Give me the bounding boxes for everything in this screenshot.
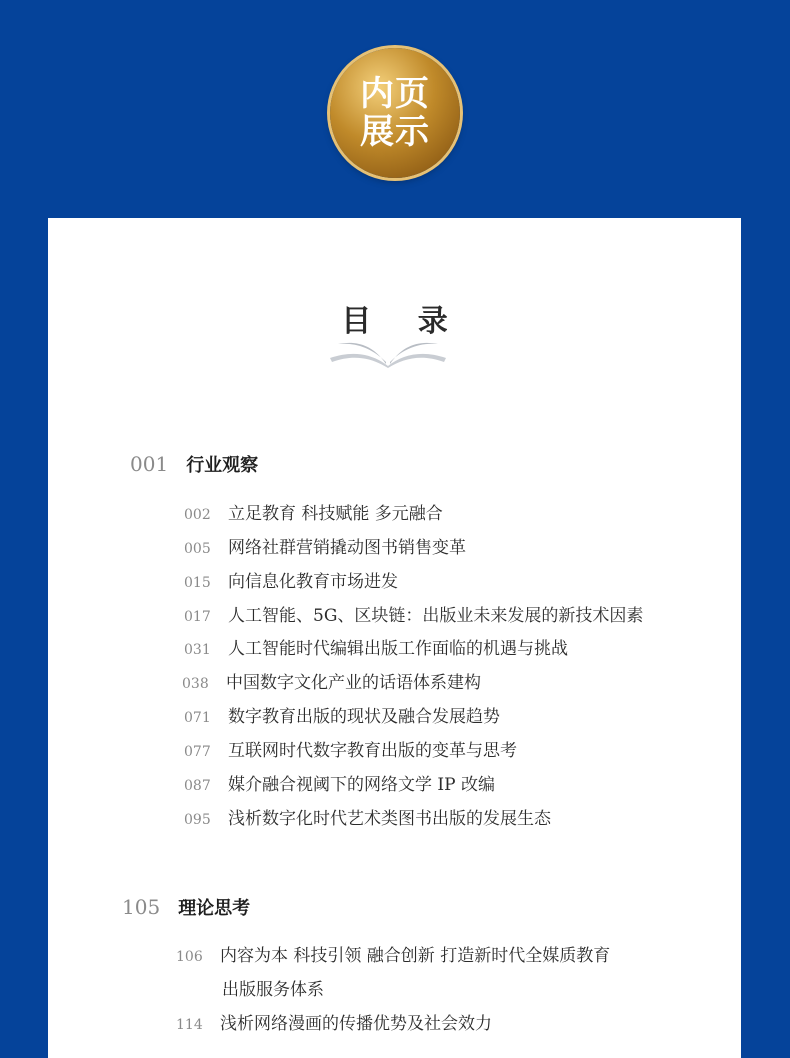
toc-entry[interactable]	[184, 736, 517, 761]
entry-title: 浅析数字化时代艺术类图书出版的发展生态	[228, 809, 551, 829]
entry-title: 互联网时代数字教育出版的变革与思考	[228, 741, 517, 761]
entry-title: 媒介融合视阈下的网络文学 IP 改编	[228, 775, 495, 795]
entry-page-number: 038	[182, 676, 209, 692]
page-preview-badge	[330, 48, 460, 178]
section-industry-observation[interactable]	[130, 451, 258, 477]
entry-title: 立足教育 科技赋能 多元融合	[228, 504, 443, 524]
toc-entry[interactable]	[182, 668, 481, 693]
entry-page-number: 017	[184, 609, 211, 625]
badge-line-2: 展示	[360, 112, 430, 152]
toc-entry[interactable]	[184, 702, 500, 727]
section-title: 行业观察	[186, 455, 259, 476]
toc-entry[interactable]	[184, 804, 551, 829]
toc-entry[interactable]	[176, 1009, 492, 1034]
entry-page-number: 015	[184, 575, 211, 591]
entry-title: 人工智能时代编辑出版工作面临的机遇与挑战	[228, 639, 568, 659]
entry-title: 中国数字文化产业的话语体系建构	[226, 673, 481, 693]
entry-title: 人工智能、5G、区块链：出版业未来发展的新技术因素	[228, 606, 644, 626]
entry-page-number: 031	[184, 642, 211, 658]
entry-title-continuation: 出版服务体系	[222, 980, 324, 1000]
toc-card	[48, 218, 741, 1058]
badge-line-1: 内页	[360, 74, 430, 114]
entry-page-number: 095	[184, 812, 211, 828]
toc-entry[interactable]	[184, 601, 643, 626]
toc-entry[interactable]	[184, 567, 398, 592]
toc-entry[interactable]	[184, 634, 568, 659]
entry-title: 浅析网络漫画的传播优势及社会效力	[220, 1014, 492, 1034]
entry-title: 数字教育出版的现状及融合发展趋势	[228, 707, 500, 727]
section-title: 理论思考	[178, 898, 251, 919]
entry-page-number: 077	[184, 744, 211, 760]
entry-page-number: 087	[184, 778, 211, 794]
entry-page-number: 071	[184, 710, 211, 726]
entry-page-number: 002	[184, 507, 211, 523]
toc-entry[interactable]	[184, 499, 443, 524]
section-page-number: 105	[122, 895, 161, 919]
toc-entry[interactable]	[176, 941, 610, 966]
open-book-icon	[328, 336, 448, 370]
toc-entry[interactable]	[184, 533, 466, 558]
section-theoretical-thinking[interactable]	[122, 894, 250, 920]
toc-entry[interactable]	[184, 770, 495, 795]
entry-page-number: 114	[176, 1017, 203, 1033]
entry-page-number: 005	[184, 541, 211, 557]
entry-title: 向信息化教育市场进发	[228, 572, 398, 592]
entry-title: 网络社群营销撬动图书销售变革	[228, 538, 466, 558]
entry-page-number: 106	[176, 949, 203, 965]
toc-title: 目 录	[341, 304, 466, 339]
section-page-number: 001	[130, 452, 169, 476]
entry-title: 内容为本 科技引领 融合创新 打造新时代全媒质教育	[220, 946, 611, 966]
